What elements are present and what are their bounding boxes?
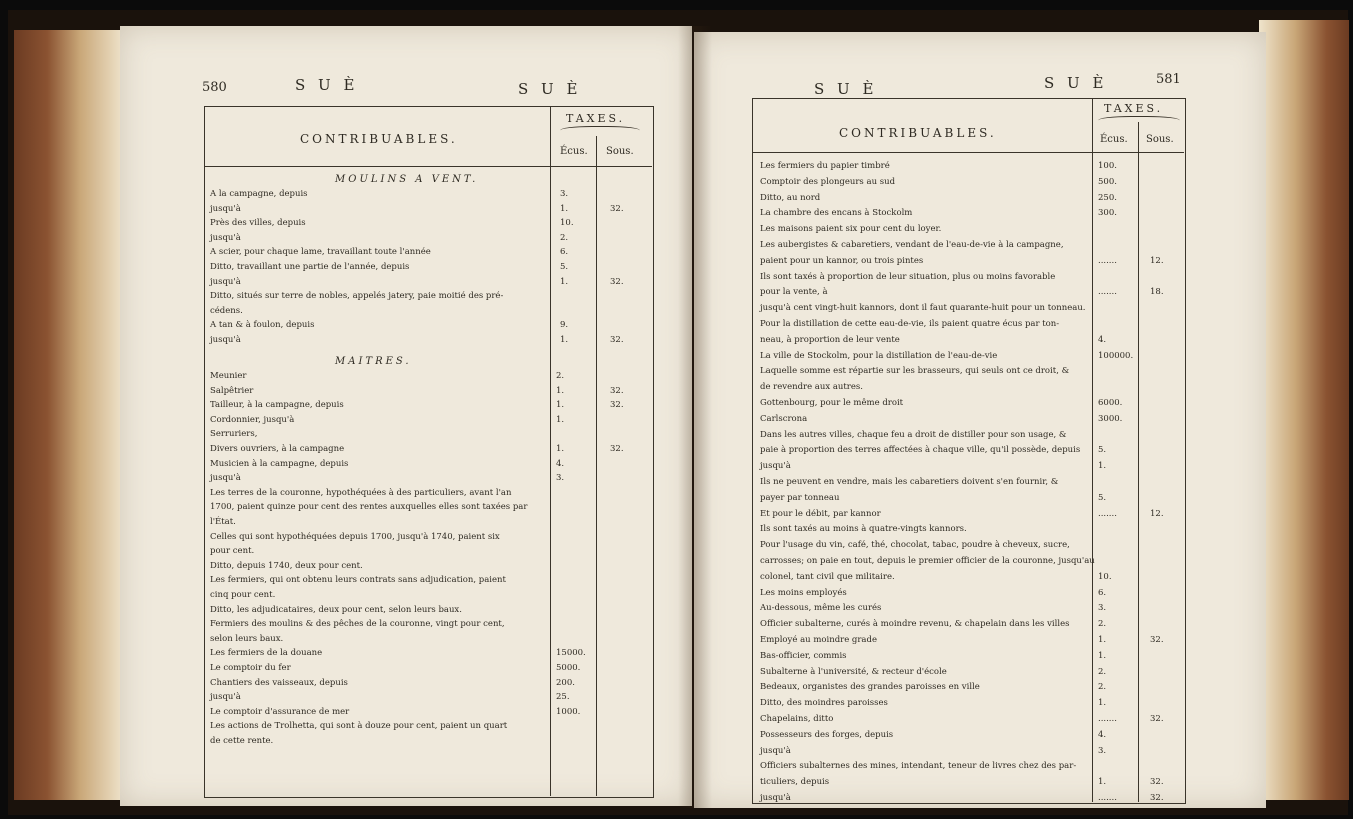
sous-value: 32.	[610, 385, 624, 396]
entry-text: carrosses; on paie en tout, depuis le premier officier de la couronne, jusqu'au	[760, 556, 1095, 566]
running-head-right: S U È	[1044, 74, 1108, 92]
entry-text: Ditto, les adjudicataires, deux pour cent, selon leurs baux.	[210, 604, 462, 615]
entry-text: paie à proportion des terres affectées à chaque ville, qu'il possède, depuis	[760, 445, 1081, 456]
ecus-value: 1.	[556, 414, 565, 425]
entry-text: ticuliers, depuis	[760, 777, 830, 788]
taxes-header: TAXES.	[1104, 102, 1164, 115]
ecus-value: 300.	[1098, 208, 1117, 219]
header-rule	[752, 152, 1184, 153]
left-page	[120, 26, 692, 806]
entry-text: Divers ouvriers, à la campagne	[210, 444, 345, 454]
entry-text: Ditto, situés sur terre de nobles, appelés jatery, paie moitié des pré-	[210, 291, 504, 302]
ecus-value: .......	[1098, 508, 1117, 519]
entry-text: jusqu'à	[210, 232, 241, 243]
ecus-value: 1.	[1098, 635, 1107, 645]
col-ecus: Écus.	[1100, 134, 1128, 145]
ecus-value: 2.	[1098, 682, 1107, 693]
contrib-header: CONTRIBUABLES.	[839, 126, 997, 140]
entry-text: A scier, pour chaque lame, travaillant toute l'année	[210, 247, 431, 258]
taxes-header: TAXES.	[566, 112, 626, 125]
entry-text: Tailleur, à la campagne, depuis	[210, 400, 344, 411]
ecus-value: 250.	[1098, 192, 1117, 203]
ecus-value: 5.	[1098, 445, 1107, 456]
entry-text: Dans les autres villes, chaque feu a droit de distiller pour son usage, &	[760, 429, 1067, 440]
right-page	[694, 32, 1266, 808]
entry-text: Ils sont taxés à proportion de leur situation, plus ou moins favorable	[760, 271, 1056, 282]
ecus-value: 6.	[1098, 587, 1107, 598]
entry-text: Les maisons paient six pour cent du loyer.	[760, 224, 942, 235]
entry-text: jusqu'à	[760, 793, 791, 803]
ecus-value: 1.	[556, 400, 565, 411]
taxes-brace	[1098, 116, 1180, 127]
entry-text: jusqu'à	[210, 473, 241, 484]
column-rule	[550, 106, 551, 796]
entry-text: paient pour un kannor, ou trois pintes	[760, 255, 924, 266]
ecus-value: 1.	[1098, 698, 1107, 709]
entry-text: Et pour le débit, par kannor	[760, 508, 881, 519]
entry-text: Le comptoir d'assurance de mer	[210, 706, 350, 717]
entry-text: Les moins employés	[760, 587, 847, 598]
ecus-value: .......	[1098, 287, 1117, 298]
entry-text: cinq pour cent.	[210, 590, 276, 600]
entry-text: Officier subalterne, curés à moindre revenu, & chapelain dans les villes	[760, 619, 1070, 630]
entry-text: Au-dessous, même les curés	[760, 603, 882, 614]
page-number: 580	[202, 80, 227, 95]
entry-text: selon leurs baux.	[210, 633, 284, 644]
entry-text: de cette rente.	[210, 736, 274, 746]
entry-text: Ditto, travaillant une partie de l'année, depuis	[210, 262, 410, 272]
sous-value: 12.	[1150, 508, 1164, 519]
column-rule	[1138, 122, 1139, 802]
entry-text: l'État.	[210, 517, 236, 527]
running-head-right: S U È	[518, 80, 582, 98]
ecus-value: 15000.	[556, 648, 586, 659]
ecus-value: .......	[1098, 255, 1117, 266]
entry-text: de revendre aux autres.	[760, 382, 863, 393]
ecus-value: 4.	[1098, 729, 1107, 740]
running-head-left: S U È	[814, 80, 878, 98]
col-sous: Sous.	[1146, 134, 1174, 145]
sous-value: 32.	[610, 203, 624, 214]
sous-value: 32.	[610, 444, 624, 454]
ecus-value: 3.	[1098, 603, 1107, 614]
entry-text: A tan & à foulon, depuis	[210, 320, 315, 331]
entry-text: Bas-officier, commis	[760, 650, 847, 661]
ecus-value: 200.	[556, 677, 575, 688]
ecus-value: 9.	[560, 320, 569, 331]
entry-text: Laquelle somme est répartie sur les brasseurs, qui seuls ont ce droit, &	[760, 366, 1070, 377]
entry-text: Musicien à la campagne, depuis	[210, 458, 349, 469]
ecus-value: .......	[1098, 714, 1117, 724]
entry-text: Possesseurs des forges, depuis	[760, 729, 894, 740]
entry-text: Les fermiers du papier timbré	[760, 161, 890, 171]
ecus-value: 2.	[1098, 666, 1107, 677]
entry-text: Ditto, au nord	[760, 192, 821, 203]
entry-text: Comptoir des plongeurs au sud	[760, 176, 896, 187]
running-head-left: S U È	[295, 76, 359, 94]
column-rule	[596, 136, 597, 796]
entry-text: Gottenbourg, pour le même droit	[760, 398, 904, 408]
ecus-value: 2.	[1098, 619, 1107, 630]
entry-text: Les fermiers de la douane	[210, 648, 323, 659]
ecus-value: 6000.	[1098, 398, 1123, 408]
entry-text: Chantiers des vaisseaux, depuis	[210, 677, 348, 688]
entry-text: Ils ne peuvent en vendre, mais les cabaretiers doivent s'en fournir, &	[760, 477, 1059, 487]
entry-text: Le comptoir du fer	[210, 663, 291, 673]
ecus-value: 3.	[556, 473, 565, 484]
ecus-value: 4.	[1098, 334, 1107, 345]
section-heading: MAITRES.	[335, 356, 412, 367]
ecus-value: 100000.	[1098, 350, 1134, 361]
entry-text: Ils sont taxés au moins à quatre-vingts kannors.	[760, 524, 967, 535]
entry-text: Cordonnier, jusqu'à	[210, 414, 295, 425]
entry-text: Meunier	[210, 371, 247, 381]
entry-text: Les terres de la couronne, hypothéquées à des particuliers, avant l'an	[210, 487, 512, 498]
entry-text: Salpêtrier	[210, 385, 254, 396]
ecus-value: .......	[1098, 793, 1117, 803]
page-edges-left	[14, 30, 124, 800]
ecus-value: 5.	[1098, 492, 1107, 503]
page-number: 581	[1156, 72, 1181, 87]
entry-text: Carlscrona	[760, 413, 808, 424]
sous-value: 32.	[1150, 793, 1164, 803]
ecus-value: 500.	[1098, 176, 1117, 187]
entry-text: 1700, paient quinze pour cent des rentes auxquelles elles sont taxées par	[210, 502, 528, 513]
entry-text: Ditto, des moindres paroisses	[760, 698, 888, 709]
page-edges-right	[1259, 20, 1349, 800]
entry-text: Serruriers,	[210, 429, 258, 440]
sous-value: 32.	[1150, 777, 1164, 788]
ecus-value: 1.	[556, 444, 565, 454]
entry-text: Fermiers des moulins & des pêches de la couronne, vingt pour cent,	[210, 619, 505, 630]
ecus-value: 1.	[560, 276, 569, 287]
entry-text: colonel, tant civil que militaire.	[760, 571, 895, 582]
ecus-value: 1.	[560, 335, 569, 345]
ecus-value: 4.	[556, 458, 565, 469]
ecus-value: 1.	[1098, 650, 1107, 661]
ecus-value: 3.	[560, 189, 569, 199]
sous-value: 18.	[1150, 287, 1164, 298]
sous-value: 32.	[610, 400, 624, 411]
entry-text: jusqu'à	[760, 461, 791, 472]
entry-text: cédens.	[210, 305, 243, 316]
sous-value: 32.	[1150, 635, 1164, 645]
contrib-header: CONTRIBUABLES.	[300, 132, 458, 146]
ecus-value: 5000.	[556, 663, 581, 673]
ecus-value: 1.	[1098, 777, 1107, 788]
entry-text: Pour l'usage du vin, café, thé, chocolat, tabac, poudre à cheveux, sucre,	[760, 540, 1070, 551]
taxes-brace	[560, 126, 640, 137]
ecus-value: 25.	[556, 692, 570, 703]
entry-text: La ville de Stockolm, pour la distillation de l'eau-de-vie	[760, 350, 998, 361]
ecus-value: 5.	[560, 262, 569, 272]
entry-text: Celles qui sont hypothéquées depuis 1700, jusqu'à 1740, paient six	[210, 531, 500, 542]
sous-value: 32.	[1150, 714, 1164, 724]
entry-text: jusqu'à cent vingt-huit kannors, dont il faut quarante-huit pour un tonneau.	[760, 303, 1086, 314]
gutter-shadow	[678, 26, 712, 808]
entry-text: Subalterne à l'université, & recteur d'école	[760, 666, 947, 677]
entry-text: A la campagne, depuis	[210, 189, 308, 199]
entry-text: pour la vente, à	[760, 287, 828, 298]
ecus-value: 3000.	[1098, 413, 1123, 424]
entry-text: jusqu'à	[210, 276, 241, 287]
ecus-value: 1.	[560, 203, 569, 214]
entry-text: pour cent.	[210, 546, 255, 557]
ecus-value: 1.	[1098, 461, 1107, 472]
entry-text: Les actions de Trolhetta, qui sont à douze pour cent, paient un quart	[210, 721, 508, 732]
entry-text: jusqu'à	[210, 692, 241, 703]
entry-text: Les fermiers, qui ont obtenu leurs contrats sans adjudication, paient	[210, 575, 506, 586]
ecus-value: 100.	[1098, 161, 1117, 171]
entry-text: Chapelains, ditto	[760, 714, 834, 724]
entry-text: Officiers subalternes des mines, intendant, teneur de livres chez des par-	[760, 761, 1077, 772]
entry-text: Les aubergistes & cabaretiers, vendant de l'eau-de-vie à la campagne,	[760, 240, 1064, 250]
ecus-value: 1000.	[556, 706, 581, 717]
ecus-value: 6.	[560, 247, 569, 258]
entry-text: Ditto, depuis 1740, deux pour cent.	[210, 560, 363, 571]
ecus-value: 10.	[1098, 571, 1112, 582]
ecus-value: 3.	[1098, 745, 1107, 756]
sous-value: 32.	[610, 335, 624, 345]
sous-value: 12.	[1150, 255, 1164, 266]
header-rule	[204, 166, 652, 167]
entry-text: neau, à proportion de leur vente	[760, 334, 900, 345]
entry-text: payer par tonneau	[760, 492, 840, 503]
ecus-value: 10.	[560, 218, 574, 229]
entry-text: Près des villes, depuis	[210, 218, 306, 229]
entry-text: jusqu'à	[760, 745, 791, 756]
col-sous: Sous.	[606, 146, 634, 157]
section-heading: MOULINS A VENT.	[335, 174, 479, 185]
entry-text: Bedeaux, organistes des grandes paroisses en ville	[760, 682, 980, 693]
sous-value: 32.	[610, 276, 624, 287]
ecus-value: 1.	[556, 385, 565, 396]
col-ecus: Écus.	[560, 146, 588, 157]
entry-text: jusqu'à	[210, 335, 241, 345]
column-rule	[1092, 98, 1093, 802]
entry-text: Employé au moindre grade	[760, 635, 877, 645]
entry-text: La chambre des encans à Stockolm	[760, 208, 913, 219]
ecus-value: 2.	[556, 371, 565, 381]
ecus-value: 2.	[560, 232, 569, 243]
entry-text: Pour la distillation de cette eau-de-vie, ils paient quatre écus par ton-	[760, 319, 1060, 329]
entry-text: jusqu'à	[210, 203, 241, 214]
